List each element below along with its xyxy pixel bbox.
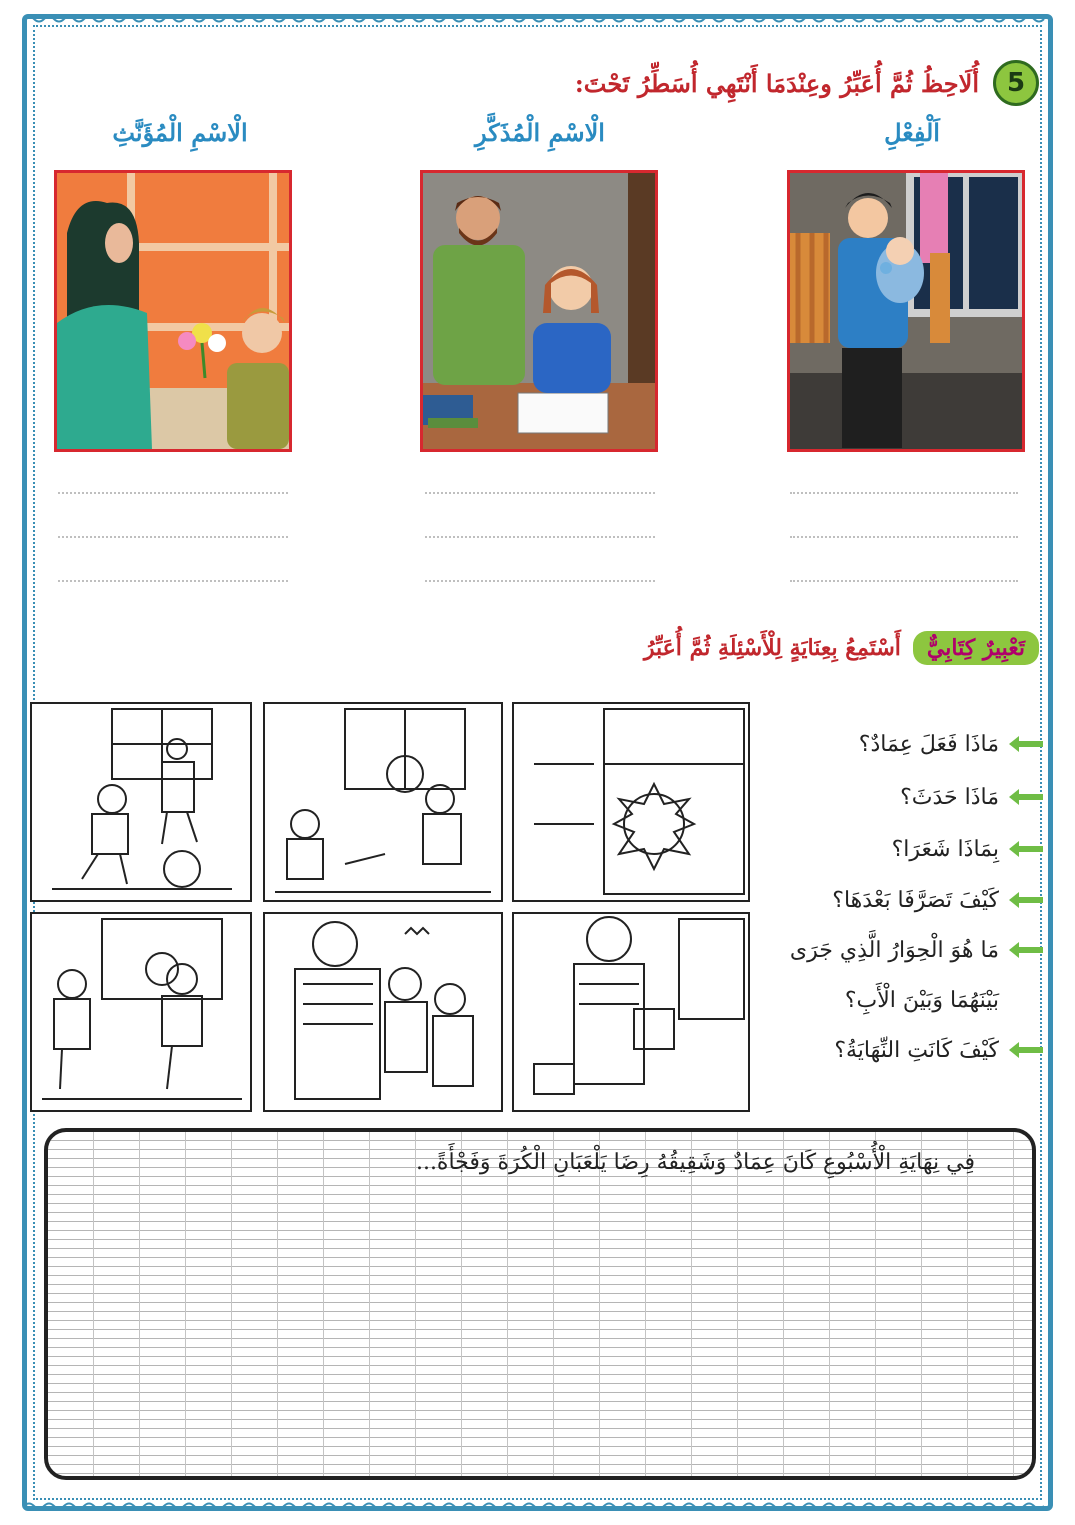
story-opening-sentence: فِي نِهَايَةِ الْأُسْبُوعِ كَانَ عِمَادٌ وَشَقِيقُهُ رِضَا يَلْعَبَانِ الْكُرَةَ وَفَجْأَةً... <box>415 1150 975 1175</box>
green-arrow-icon <box>1009 841 1043 857</box>
question-item <box>900 777 1043 817</box>
border-wave-top <box>24 14 1051 24</box>
comic-panel-3 <box>512 702 750 902</box>
answer-line[interactable] <box>425 492 655 494</box>
question-text: كَيْفَ كَانَتِ النِّهَايَةُ؟ <box>834 1037 999 1063</box>
answer-line[interactable] <box>58 580 288 582</box>
question-item <box>892 829 1043 869</box>
writing-exercise-header <box>39 625 1039 670</box>
picture-father-with-baby <box>787 170 1025 452</box>
green-arrow-icon <box>1009 942 1043 958</box>
question-item <box>834 1030 1043 1070</box>
question-item <box>832 880 1043 920</box>
picture-father-and-daughter-studying <box>420 170 658 452</box>
writing-area[interactable] <box>44 1128 1036 1480</box>
written-expression-badge: تَعْبِيرٌ كِتَابِيٌّ <box>913 631 1039 665</box>
question-text: كَيْفَ تَصَرَّفَا بَعْدَهَا؟ <box>832 887 999 913</box>
column-title-verb: اَلْفِعْلِ <box>884 118 940 147</box>
picture-mother-receiving-flowers <box>54 170 292 452</box>
answer-line[interactable] <box>790 492 1018 494</box>
question-text: مَا هُوَ الْحِوَارُ الَّذِي جَرَى <box>789 937 999 963</box>
comic-panel-6 <box>512 912 750 1112</box>
exercise-number-badge: 5 <box>993 60 1039 106</box>
question-text: بَيْنَهُمَا وَبَيْنَ الْأَبِ؟ <box>844 987 999 1013</box>
answer-line[interactable] <box>58 492 288 494</box>
comic-panel-4 <box>30 912 252 1112</box>
green-arrow-icon <box>1009 789 1043 805</box>
comic-panel-2 <box>263 702 503 902</box>
comic-panel-1 <box>30 702 252 902</box>
comic-panel-5 <box>263 912 503 1112</box>
column-title-feminine-noun: الْاسْمِ الْمُؤَنَّثِ <box>112 118 248 147</box>
answer-line[interactable] <box>58 536 288 538</box>
question-text: بِمَاذَا شَعَرَا؟ <box>891 836 999 862</box>
answer-line[interactable] <box>790 580 1018 582</box>
green-arrow-icon <box>1009 892 1043 908</box>
green-arrow-icon <box>1009 736 1043 752</box>
question-text: مَاذَا فَعَلَ عِمَادٌ؟ <box>858 731 999 757</box>
green-arrow-icon <box>1009 1042 1043 1058</box>
question-text: مَاذَا حَدَثَ؟ <box>900 784 999 810</box>
answer-line[interactable] <box>790 536 1018 538</box>
exercise-instruction: أُلَاحِظُ ثُمَّ أُعَبِّرُ وعِنْدَمَا أَنْتَهِي أُسَطِّرُ تَحْتَ: <box>574 68 979 98</box>
border-wave-bottom <box>24 1501 1051 1511</box>
answer-line[interactable] <box>425 580 655 582</box>
writing-exercise-instruction: أَسْتَمِعُ بِعِنَايَةٍ لِلْأَسْئِلَةِ ثُمَّ أُعَبِّرُ <box>643 634 901 661</box>
answer-line[interactable] <box>425 536 655 538</box>
question-continuation <box>845 980 999 1020</box>
question-item <box>859 724 1043 764</box>
column-title-masculine-noun: الْاسْمِ الْمُذَكَّرِ <box>475 118 605 147</box>
exercise-header <box>39 58 1039 108</box>
question-item <box>790 930 1043 970</box>
